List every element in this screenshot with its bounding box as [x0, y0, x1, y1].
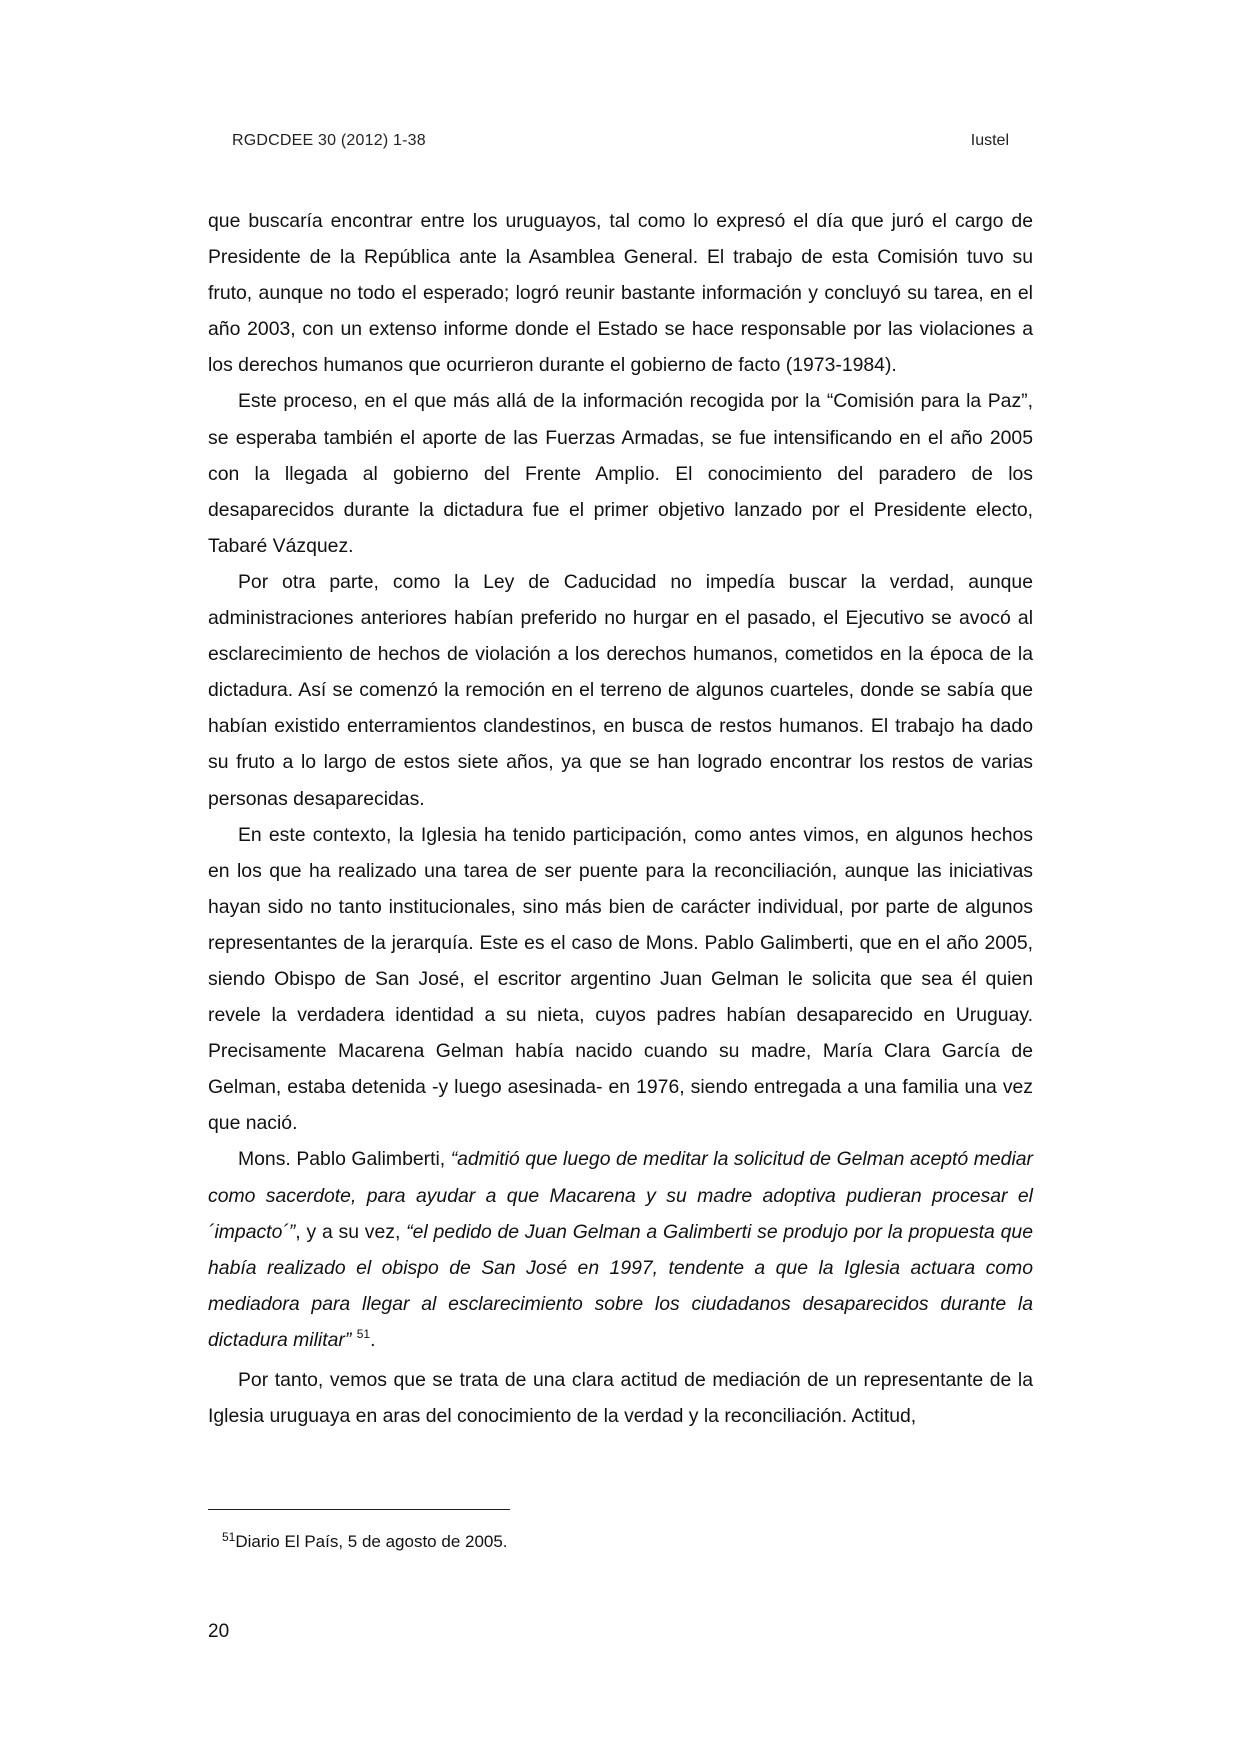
paragraph-5-intro: Mons. Pablo Galimberti, [238, 1148, 451, 1171]
paragraph-6: Por tanto, vemos que se trata de una clara actitud de mediación de un representante de la Iglesia uruguaya en aras del conocimiento de la verdad y la reconciliación. Actitud, [208, 1369, 1033, 1428]
paragraph-5-connector: , y a su vez, [295, 1220, 407, 1243]
page-number: 20 [208, 1621, 230, 1642]
paragraph-2: Este proceso, en el que más allá de la información recogida por la “Comisión para la Paz”, se esperaba también el aporte de las Fuerzas Armadas, se fue intensificando en el año 2005 con la llegada al gobierno del Frente Amplio. El conocimiento del paradero de los desaparecidos durante la dictadura fue el primer objetivo lanzado por el Presidente electo, Tabaré Vázquez. [208, 390, 1033, 557]
footnote [222, 1531, 508, 1553]
footnote-number: 51 [222, 1530, 236, 1544]
body-text [208, 203, 1033, 1434]
paragraph-1: que buscaría encontrar entre los uruguayos, tal como lo expresó el día que juró el cargo de Presidente de la República ante la Asamblea General. El trabajo de esta Comisión tuvo su fruto, aunque no todo el esperado; logró reunir bastante información y concluyó su tarea, en el año 2003, con un extenso informe donde el Estado se hace responsable por las violaciones a los derechos humanos que ocurrieron durante el gobierno de facto (1973-1984). [208, 210, 1033, 377]
quote-request: “el pedido de Juan Gelman a Galimberti se produjo por la propuesta que había realizado el obispo de San José en 1997, tendente a que la Iglesia actuara como mediadora para llegar al esclarecimiento sobre los ciudadanos desaparecidos durante la dictadura militar” [208, 1220, 1033, 1351]
paragraph-3: Por otra parte, como la Ley de Caducidad no impedía buscar la verdad, aunque administraciones anteriores habían preferido no hurgar en el pasado, el Ejecutivo se avocó al esclarecimiento de hechos de violación a los derechos humanos, cometidos en la época de la dictadura. Así se comenzó la remoción en el terreno de algunos cuarteles, donde se sabía que habían existido enterramientos clandestinos, en busca de restos humanos. El trabajo ha dado su fruto a lo largo de estos siete años, ya que se han logrado encontrar los restos de varias personas desaparecidas. [208, 570, 1033, 810]
footnote-reference: 51 [356, 1326, 371, 1341]
journal-reference: RGDCDEE 30 (2012) 1-38 [232, 132, 426, 149]
paragraph-4: En este contexto, la Iglesia ha tenido participación, como antes vimos, en algunos hechos en los que ha realizado una tarea de ser puente para la reconciliación, aunque las iniciativas hayan sido no tanto institucionales, sino más bien de carácter individual, por parte de algunos representantes de la jerarquía. Este es el caso de Mons. Pablo Galimberti, que en el año 2005, siendo Obispo de San José, el escritor argentino Juan Gelman le solicita que sea él quien revele la verdadera identidad a su nieta, cuyos padres habían desaparecido en Uruguay. Precisamente Macarena Gelman había nacido cuando su madre, María Clara García de Gelman, estaba detenida -y luego asesinada- en 1976, siendo entregada a una familia una vez que nació. [208, 823, 1033, 1135]
quote-admission: “admitió que luego de meditar la solicitud de Gelman aceptó mediar como sacerdote, para ayudar a que Macarena y su madre adoptiva pudieran procesar el ´impacto´” [208, 1148, 1033, 1243]
paragraph-5 [208, 1141, 1033, 1358]
paragraph-5-end: . [370, 1328, 376, 1351]
footnote-divider [208, 1509, 510, 1510]
footnote-text: Diario El País, 5 de agosto de 2005. [235, 1532, 508, 1551]
publisher-name: Iustel [970, 132, 1009, 149]
